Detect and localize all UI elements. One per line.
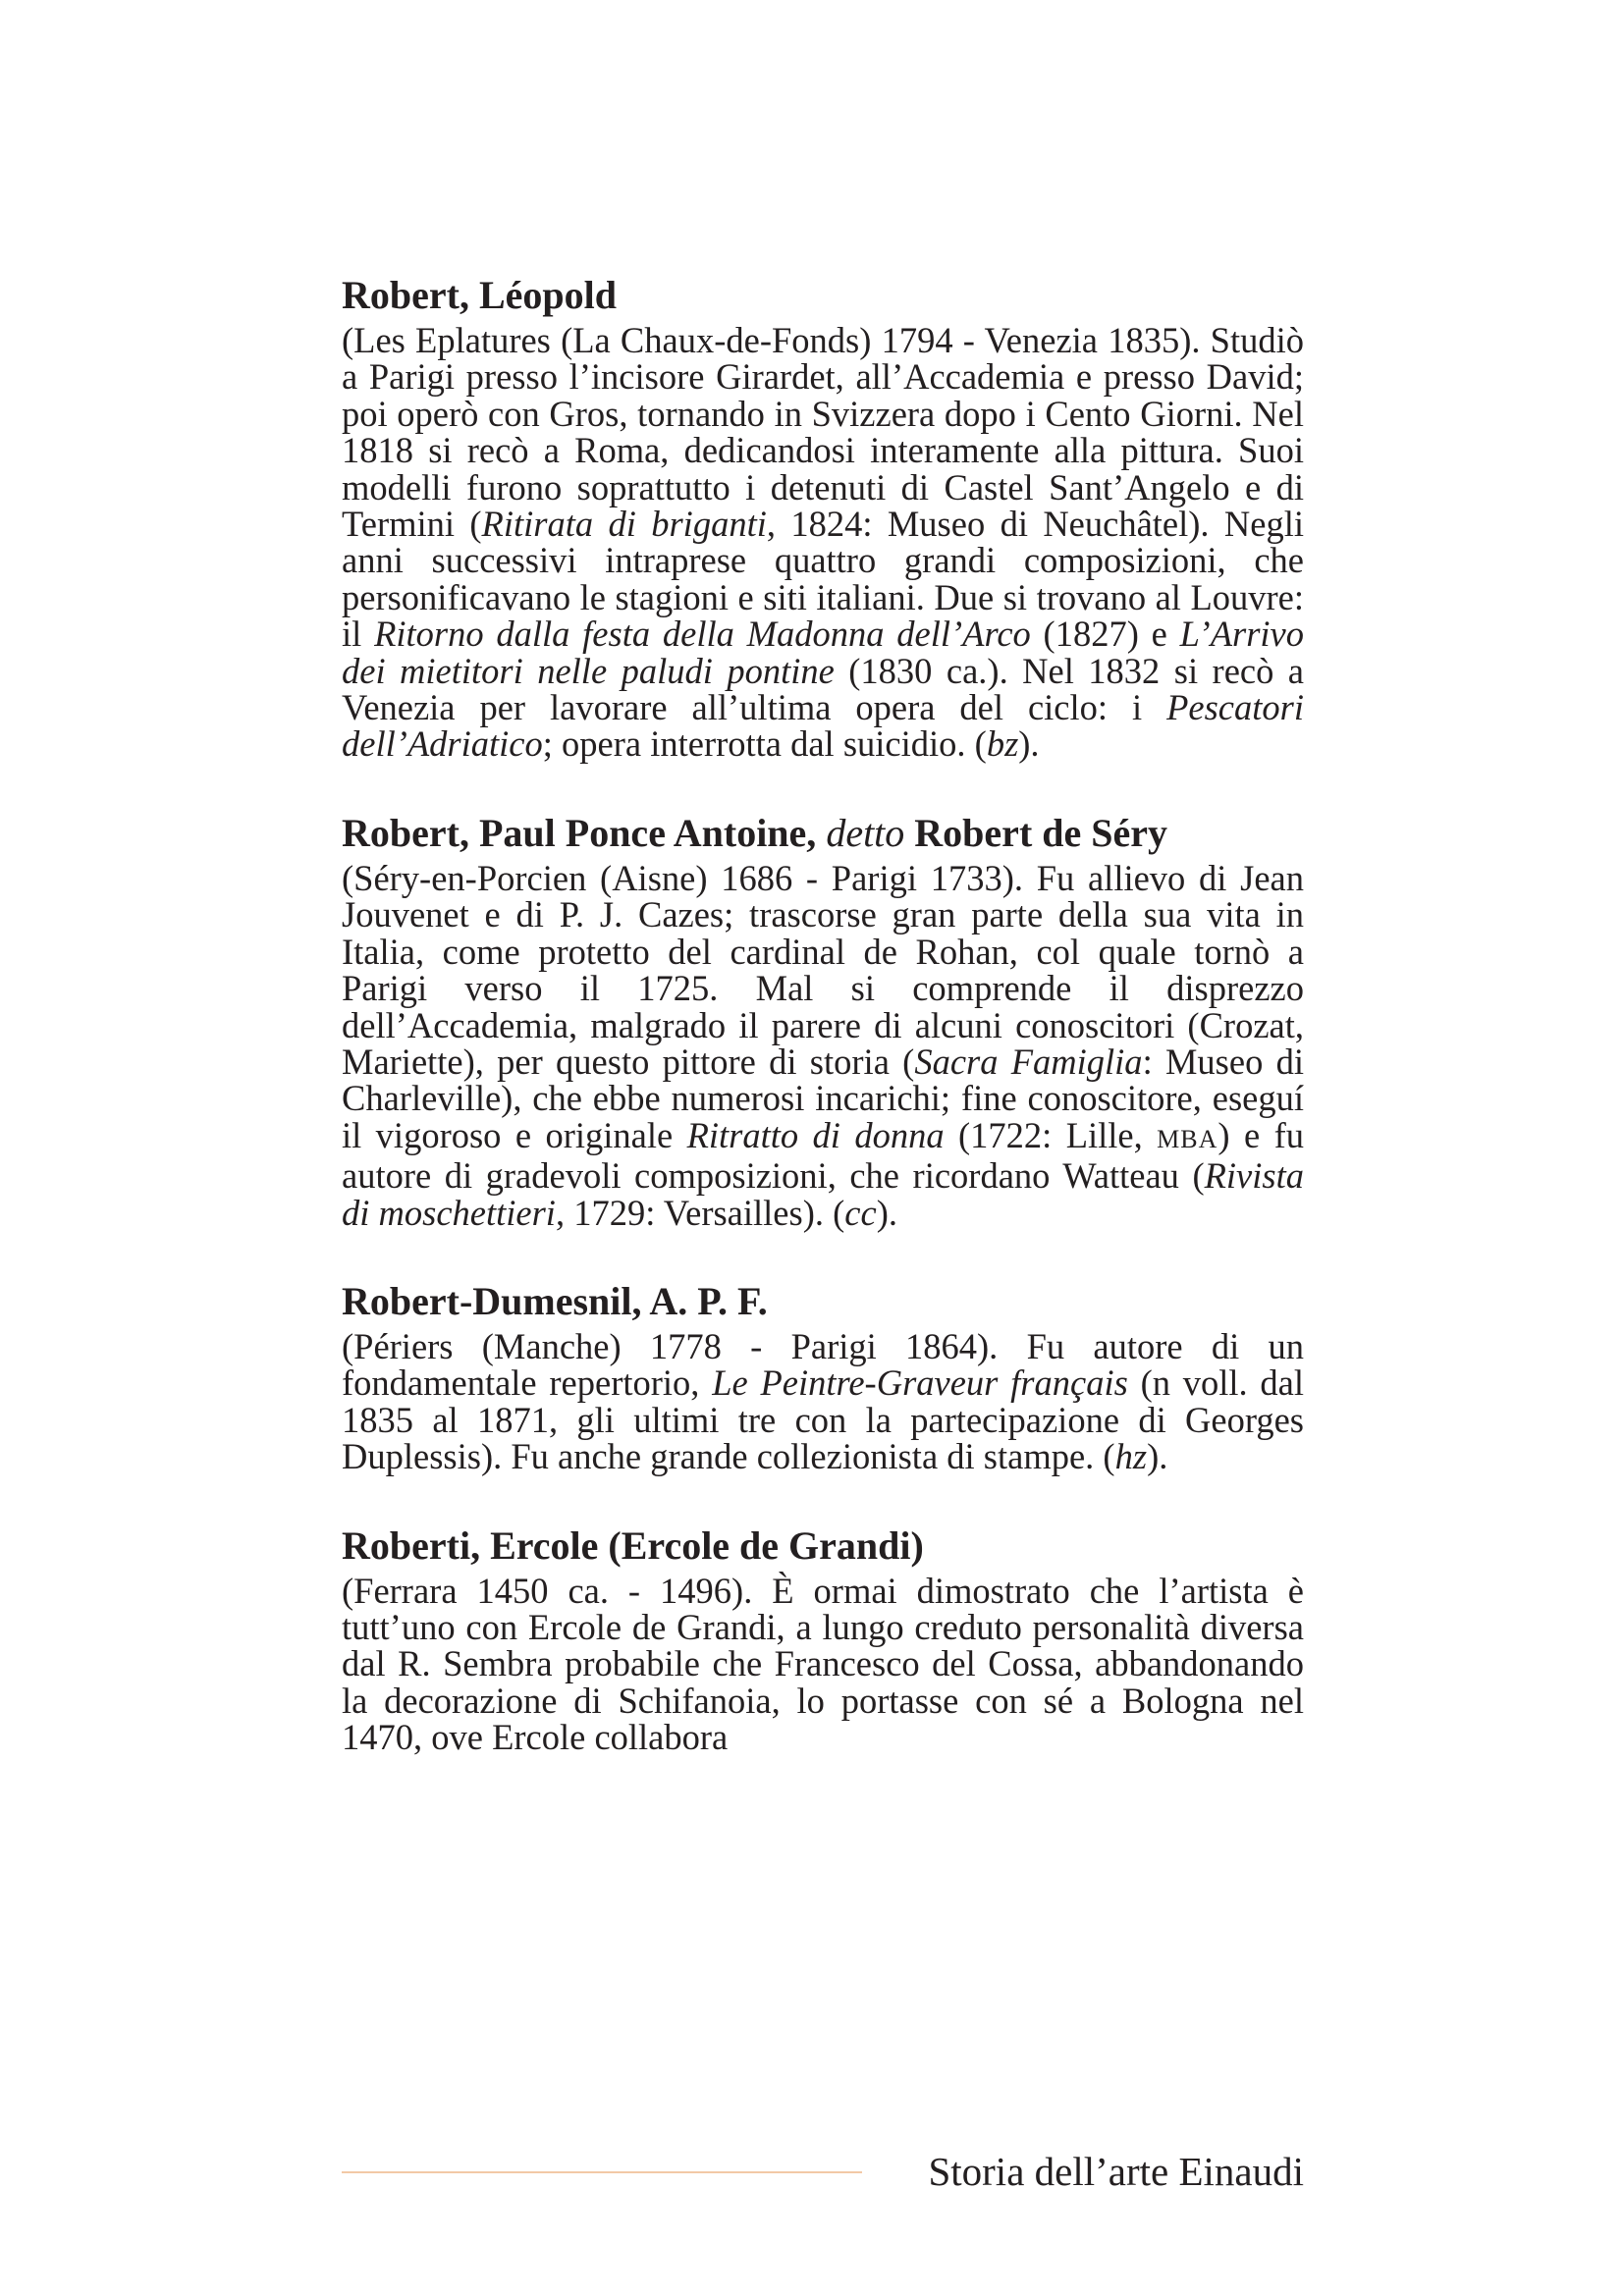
entry-title [342, 273, 1304, 318]
entry-body [342, 1570, 1304, 1758]
entry-title-detto: detto [826, 810, 905, 855]
body-text: ) e fu autore di gradevoli composizioni, che ricordano Watteau ( [342, 1114, 1304, 1197]
entry-body [342, 857, 1304, 1233]
body-italic-title: L’Arrivo dei mietitori nelle paludi pontine [342, 614, 1304, 691]
body-italic-title: Rivista di moschettieri [342, 1155, 1304, 1233]
entry-title [342, 1523, 1304, 1569]
body-text: (1827) e [1030, 614, 1180, 655]
entry-robert-leopold [342, 273, 1304, 763]
body-small-caps: MBA [1157, 1124, 1218, 1153]
entry-roberti-ercole [342, 1523, 1304, 1756]
body-text: ; opera interrotta dal suicidio. ( [542, 723, 987, 765]
entry-title [342, 811, 1304, 856]
body-italic-title: Pescatori dell’Adriatico [342, 687, 1304, 765]
body-italic-title: Ritratto di donna [686, 1114, 945, 1155]
body-text: ). [1018, 723, 1040, 765]
footer-publisher: Storia dell’arte Einaudi [928, 2149, 1304, 2194]
entry-robert-dumesnil [342, 1279, 1304, 1475]
body-italic-title: Sacra Famiglia [914, 1041, 1143, 1082]
footer-rule [342, 2171, 862, 2173]
body-text: : Museo di Charleville), che ebbe numerosi incarichi; fine conoscitore, eseguí il vigoroso e originale [342, 1041, 1304, 1155]
author-initials: hz [1114, 1436, 1148, 1477]
entry-body [342, 1325, 1305, 1477]
body-text: (1830 ca.). Nel 1832 si recò a Venezia per lavorare all’ultima opera del ciclo: i [342, 650, 1305, 728]
entry-robert-paul-ponce-antoine [342, 811, 1304, 1231]
author-initials: cc [844, 1192, 877, 1233]
entry-title [342, 1279, 1304, 1324]
entry-title-text: Robert de Séry [904, 810, 1168, 855]
author-initials: bz [986, 723, 1019, 765]
entry-title-text: Robert-Dumesnil, A. P. F. [342, 1278, 768, 1323]
body-text: (1722: Lille, [944, 1114, 1158, 1155]
page-column [342, 273, 1304, 1804]
body-text: , 1824: Museo di Neuchâtel). Negli anni successivi intraprese quattro grandi composizioni, che personificavano le stagioni e siti italiani. Due si trovano al Louvre: il [342, 504, 1304, 655]
body-text: ). [876, 1192, 897, 1233]
body-italic-title: Ritorno dalla festa della Madonna dell’Arco [374, 614, 1031, 655]
entry-body [342, 322, 1304, 763]
body-text: (Périers (Manche) 1778 - Parigi 1864). Fu autore di un fondamentale repertorio, [342, 1325, 1304, 1404]
body-text: , 1729: Versailles). ( [555, 1192, 845, 1233]
body-text: (n voll. dal 1835 al 1871, gli ultimi tre con la partecipazione di Georges Duplessis). Fu anche grande collezionista di stampe. ( [342, 1362, 1305, 1477]
body-text: (Séry-en-Porcien (Aisne) 1686 - Parigi 1733). Fu allievo di Jean Jouvenet e di P. J. Cazes; trascorse gran parte della sua vita in Italia, come protetto del cardinal de Rohan, col quale tornò a Parigi verso il 1725. Mal si comprende il disprezzo dell’Accademia, malgrado il parere di alcuni conoscitori (Crozat, Mariette), per questo pittore di storia ( [342, 857, 1304, 1082]
body-text: ). [1147, 1436, 1168, 1477]
body-text: (Ferrara 1450 ca. - 1496). È ormai dimostrato che l’artista è tutt’uno con Ercole de Grandi, a lungo creduto personalità diversa dal R. Sembra probabile che Francesco del Cossa, abbandonando la decorazione di Schifanoia, lo portasse con sé a Bologna nel 1470, ove Ercole collabora [342, 1570, 1304, 1758]
body-italic-title: Le Peintre-Graveur français [712, 1362, 1128, 1404]
page-footer [342, 2146, 1304, 2201]
entry-title-text: Roberti, Ercole (Ercole de Grandi) [342, 1522, 924, 1568]
entry-title-text: Robert, Léopold [342, 273, 617, 317]
body-italic-title: Ritirata di briganti [481, 504, 767, 545]
entry-title-text: Robert, Paul Ponce Antoine, [342, 810, 827, 855]
body-text: (Les Eplatures (La Chaux-de-Fonds) 1794 - Venezia 1835). Studiò a Parigi presso l’incisore Girardet, all’Accademia e presso David; poi operò con Gros, tornando in Svizzera dopo i Cento Giorni. Nel 1818 si recò a Roma, dedicandosi interamente alla pittura. Suoi modelli furono soprattutto i detenuti di Castel Sant’Angelo e di Termini ( [342, 320, 1304, 545]
